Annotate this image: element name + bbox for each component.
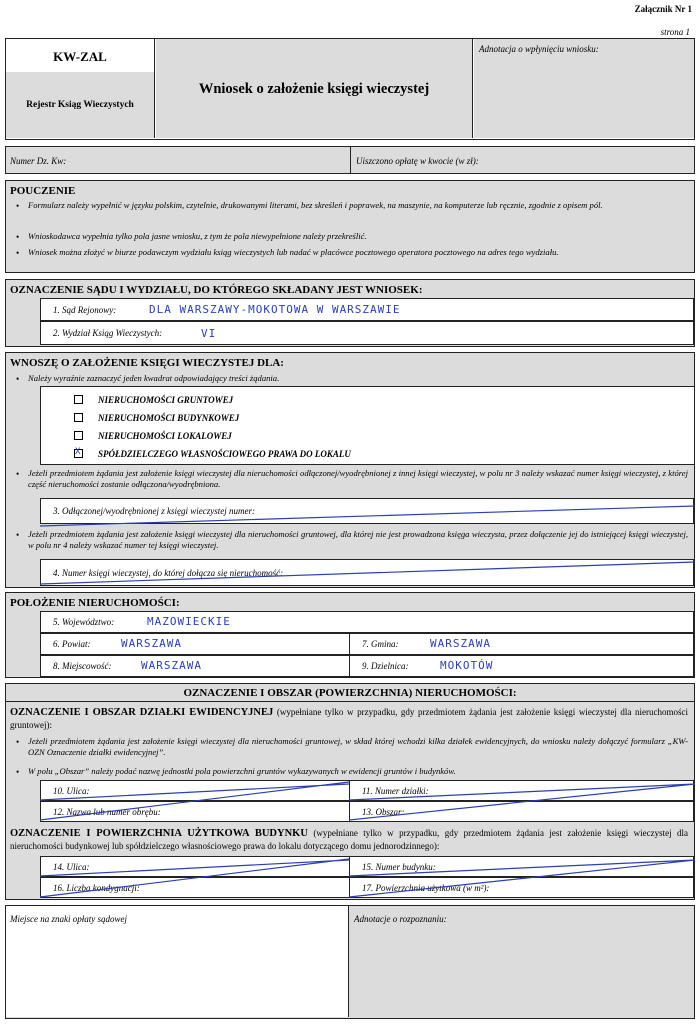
page-number: strona 1 (660, 27, 690, 37)
voivodeship-label: 5. Województwo: (53, 617, 115, 627)
fields-11-13-strike (349, 784, 695, 820)
request-title: WNOSZĘ O ZAŁOŻENIE KSIĘGI WIECZYSTEJ DLA: (10, 357, 284, 369)
precinct-label: 12. Nazwa lub numer obrębu: (53, 806, 161, 817)
field-3-strike (40, 506, 695, 526)
plot-street-label: 10. Ulica: (53, 785, 90, 796)
registry-name: Rejestr Ksiąg Wieczystych (26, 100, 134, 110)
plot-note-2: W polu „Obszar” należy podać nazwę jednostki pola powierzchni gruntów wykazywanych w ewidencji gruntów i budynków. (28, 766, 456, 776)
plot-area-label: 13. Obszar: (362, 806, 405, 817)
attach-kw-label: 4. Numer księgi wieczystej, do której dołącza się nieruchomość: (53, 567, 284, 578)
notice-item-2: Wnioskodawca wypełnia tylko pola jasne wniosku, z tym że pola niewypełnione należy przekreślić. (28, 231, 367, 241)
fee-marks-label: Miejsce na znaki opłaty sądowej (10, 914, 127, 924)
district-label: 9. Dzielnica: (362, 661, 409, 671)
storeys-label: 16. Liczba kondygnacji: (53, 882, 140, 893)
option-building-label: NIERUCHOMOŚCI BUDYNKOWEJ (98, 413, 240, 423)
form-title: Wniosek o założenie księgi wieczystej (198, 81, 430, 97)
request-note-2: Jeżeli przedmiotem żądania jest założenie księgi wieczystej dla nieruchomości odłączonej/wyodrębnionej z innej księgi wieczystej, w polu nr 3 należy wskazać numer księgi wieczystej, z której część nieruchomości zostanie odłączona/wyodrębniona. (28, 468, 688, 489)
bullet-icon: • (16, 737, 20, 747)
field-4-strike (40, 562, 695, 584)
notice-item-3: Wniosek można złożyć w biurze podawczym wydziału ksiąg wieczystych lub nadać w placówce pocztowego operatora pocztowego na adres tego wydziału. (28, 247, 559, 257)
department-value: VI (201, 327, 217, 340)
request-note-1: Należy wyraźnie zaznaczyć jeden kwadrat odpowiadający treści żądania. (28, 373, 280, 383)
kw-number-label: Numer Dz. Kw: (10, 156, 67, 166)
plot-title: OZNACZENIE I OBSZAR DZIAŁKI EWIDENCYJNEJ (10, 707, 274, 718)
building-number-label: 15. Numer budynku: (362, 861, 436, 872)
fields-10-12-strike (40, 782, 349, 820)
court-value: DLA WARSZAWY-MOKOTOWA W WARSZAWIE (149, 303, 401, 316)
form-code: KW-ZAL (53, 49, 107, 64)
bullet-icon: • (16, 374, 20, 384)
plot-number-label: 11. Numer działki: (362, 785, 429, 796)
bullet-icon: • (16, 232, 20, 242)
detached-kw-label: 3. Odłączonej/wyodrębnionej z księgi wieczystej numer: (53, 506, 255, 516)
commune-value: WARSZAWA (430, 637, 491, 650)
usable-area-label: 17. Powierzchnia użytkowa (w m²): (362, 882, 490, 893)
bullet-icon: • (16, 469, 20, 479)
county-value: WARSZAWA (121, 637, 182, 650)
bullet-icon: • (16, 530, 20, 540)
notice-item-1: Formularz należy wypełnić w języku polskim, czytelnie, drukowanymi literami, bez skreśleń i poprawek, na maszynie, na komputerze lub ręcznie, zgodnie z opisem pól. (28, 200, 603, 210)
locality-value: WARSZAWA (141, 659, 202, 672)
annotations-label: Adnotacje o rozpoznaniu: (354, 914, 447, 924)
fields-15-17-strike (349, 860, 695, 897)
bullet-icon: • (16, 201, 20, 211)
commune-label: 7. Gmina: (362, 639, 399, 649)
court-label: 1. Sąd Rejonowy: (53, 304, 117, 315)
option-coop-label: SPÓŁDZIELCZEGO WŁASNOŚCIOWEGO PRAWA DO LOKALU (98, 449, 351, 459)
annex-label: Załącznik Nr 1 (634, 4, 692, 14)
building-description: (wypełniane tylko w przypadku, gdy przedmiotem żądania jest założenie księgi wieczystej dla nieruchomości budynkowej lub spółdzielczego własnościowego prawa do lokalu dotyczącego domu jednorodzinnego): (10, 828, 688, 851)
locality-label: 8. Miejscowość: (53, 661, 112, 671)
fields-14-16-strike (40, 859, 349, 897)
check-mark-icon: X (75, 447, 82, 457)
court-title: OZNACZENIE SĄDU I WYDZIAŁU, DO KTÓREGO SKŁADANY JEST WNIOSEK: (10, 284, 423, 296)
location-title: POŁOŻENIE NIERUCHOMOŚCI: (10, 597, 180, 609)
notice-title: POUCZENIE (10, 185, 76, 197)
plot-description: (wypełniane tylko w przypadku, gdy przedmiotem żądania jest założenie księgi wieczystej dla nieruchomości gruntowej): (10, 707, 689, 730)
bullet-icon: • (16, 767, 20, 777)
area-title: OZNACZENIE I OBSZAR (POWIERZCHNIA) NIERUCHOMOŚCI: (183, 687, 517, 699)
fee-paid-label: Uiszczono opłatę w kwocie (w zł): (356, 156, 479, 166)
voivodeship-value: MAZOWIECKIE (147, 615, 231, 628)
request-note-3: Jeżeli przedmiotem żądania jest założenie księgi wieczystej dla nieruchomości gruntowej, dla której nie jest prowadzona księga wieczysta, przez dołączenie jej do istniejącej księgi wieczystej, w polu nr 4 należy wskazać numer tej księgi wieczystej. (28, 529, 688, 550)
department-label: 2. Wydział Ksiąg Wieczystych: (53, 328, 163, 338)
receipt-annotation-label: Adnotacja o wpłynięciu wniosku: (479, 44, 599, 54)
county-label: 6. Powiat: (53, 639, 91, 649)
district-value: MOKOTÓW (440, 659, 494, 672)
plot-note-1: Jeżeli przedmiotem żądania jest założenie księgi wieczystej dla nieruchomości gruntowej, w skład której wchodzi kilka działek ewidencyjnych, do wniosku należy dołączyć formularz „KW-OZN Oznaczenie działki ewidencyjnej”. (28, 736, 688, 757)
option-land-label: NIERUCHOMOŚCI GRUNTOWEJ (98, 395, 234, 405)
bullet-icon: • (16, 248, 20, 258)
option-premises-label: NIERUCHOMOŚCI LOKALOWEJ (98, 431, 232, 441)
building-title: OZNACZENIE I POWIERZCHNIA UŻYTKOWA BUDYNKU (10, 828, 308, 839)
building-street-label: 14. Ulica: (53, 861, 90, 872)
